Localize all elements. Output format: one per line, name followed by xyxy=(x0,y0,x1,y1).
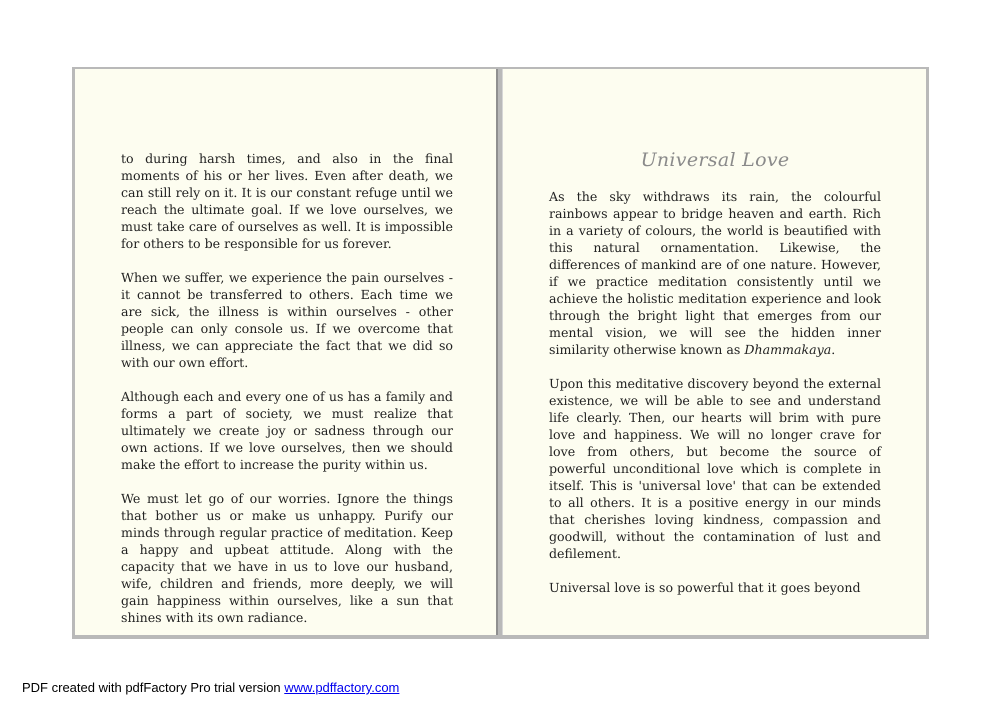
paragraph: We must let go of our worries. Ignore the things that bother us or make us unhappy. Purify our minds through regular practice of meditation. Keep a happy and upbeat attitude. Along with the capacity that we have in us to love our husband, wife, children and friends, more deeply, we will gain happiness within ourselves, like a sun that shines with its own radiance. xyxy=(121,491,453,625)
left-page xyxy=(75,69,498,635)
paragraph-end: . xyxy=(831,342,836,357)
paragraph: When we suffer, we experience the pain ourselves - it cannot be transferred to others. Each time we are sick, the illness is within ourselves - other people can only console us. If we overcome that illness, we can appreciate the fact that we did so with our own effort. xyxy=(121,270,453,370)
left-page-text xyxy=(121,150,453,643)
paragraph-text: As the sky withdraws its rain, the colourful rainbows appear to bridge heaven and earth. Rich in a variety of colours, the world is beautified with this natural ornamentation. Likewise, the differences of mankind are of one nature. However, if we practice meditation consistently until we achieve the holistic meditation experience and look through the bright light that emerges from our mental vision, we will see the hidden inner similarity otherwise known as xyxy=(549,189,881,357)
chapter-title: Universal Love xyxy=(640,149,790,171)
right-page-text xyxy=(549,188,881,613)
paragraph xyxy=(549,188,881,358)
paragraph: Although each and every one of us has a family and forms a part of society, we must realize that ultimately we create joy or sadness through our own actions. If we love ourselves, then we should make the effort to increase the purity within us. xyxy=(121,389,453,472)
paragraph: Upon this meditative discovery beyond the external existence, we will be able to see and understand life clearly. Then, our hearts will brim with pure love and happiness. We will no longer crave for love from others, but become the source of powerful unconditional love which is complete in itself. This is 'universal love' that can be extended to all others. It is a positive energy in our minds that cherishes loving kindness, compassion and goodwill, without the contamination of lust and defilement. xyxy=(549,376,881,561)
paragraph: Universal love is so powerful that it goes beyond xyxy=(549,580,861,595)
right-page xyxy=(502,69,926,635)
pdf-footer xyxy=(22,680,399,695)
book-spread xyxy=(72,67,929,639)
footer-link[interactable]: www.pdffactory.com xyxy=(284,680,400,695)
paragraph: to during harsh times, and also in the final moments of his or her lives. Even after death, we can still rely on it. It is our constant refuge until we reach the ultimate goal. If we love ourselves, we must take care of ourselves as well. It is impossible for others to be responsible for us forever. xyxy=(121,151,453,251)
pali-term: Dhammakaya xyxy=(744,342,832,357)
footer-text: PDF created with pdfFactory Pro trial version xyxy=(22,680,285,695)
